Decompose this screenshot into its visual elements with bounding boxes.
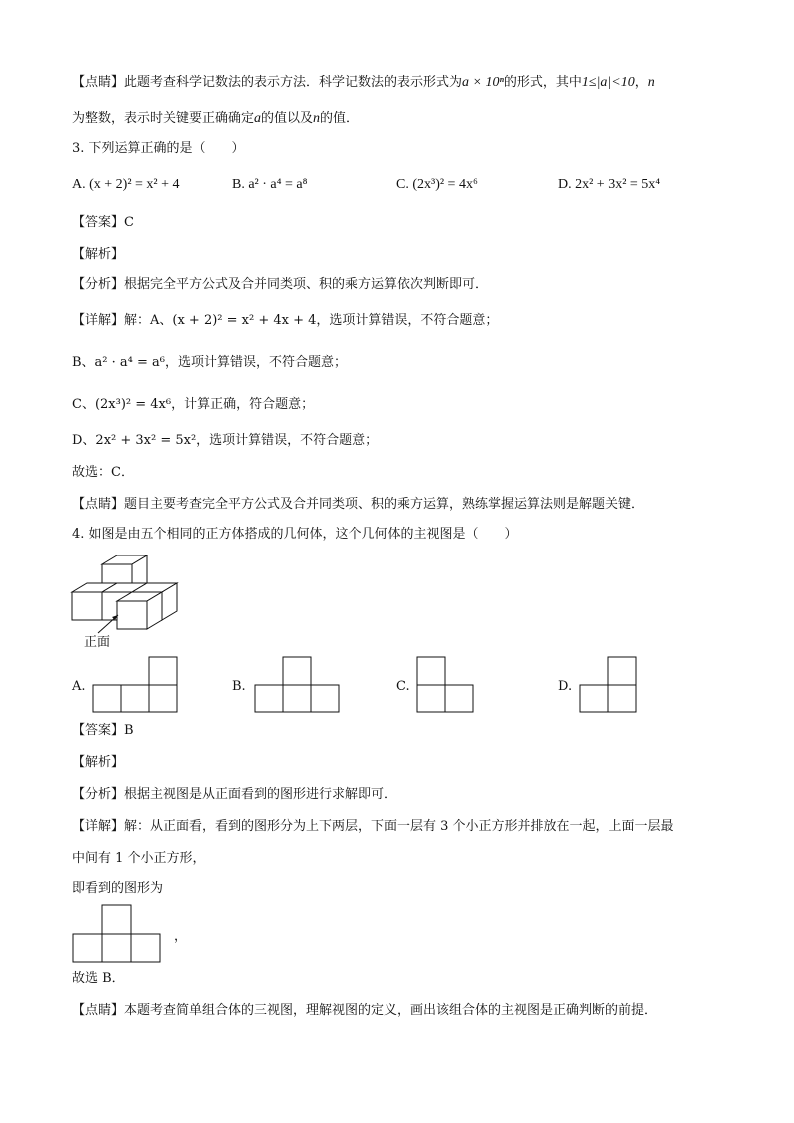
q4-seen: 即看到的图形为 [72, 881, 164, 896]
q3-option-a: A. (x + 2)² = x² + 4 [72, 177, 180, 192]
q4-result-figure [72, 904, 164, 964]
q3-jiexi: 【解析】 [72, 247, 125, 262]
q4-xiangjie-2: 中间有 1 个小正方形， [72, 851, 206, 866]
remark1-line2-text: 为整数，表示时关键要正确确定 [72, 111, 255, 126]
q3-answer: 【答案】C [72, 215, 134, 230]
remark1-text2: 的形式，其中 [503, 75, 582, 90]
q3-choose: 故选：C． [72, 465, 134, 480]
remark1-line2 [72, 110, 359, 128]
front-label: 正面 [84, 635, 111, 650]
q4-option-c-label: C. [396, 679, 410, 694]
range-formula: 1≤|a|<10 [581, 75, 635, 90]
q4-xiangjie-1: 【详解】解：从正面看，看到的图形分为上下两层，下面一层有 3 个小正方形并排放在一起，上面一层最 [72, 819, 674, 834]
q3-line-c: C、(2x³)² = 4x⁶，计算正确，符合题意； [72, 397, 315, 412]
q4-option-d-label: D. [558, 679, 573, 694]
q3-stem: 3. 下列运算正确的是（ ） [72, 141, 245, 156]
q3-xiangjie: 【详解】解：A、(x + 2)² = x² + 4x + 4，选项计算错误，不符合题意； [72, 313, 499, 328]
n-var-2: n [313, 111, 321, 126]
q4-answer: 【答案】B [72, 723, 134, 738]
q4-option-b-label: B. [232, 679, 246, 694]
q3-line-b: B、a² · a⁴ = a⁶，选项计算错误，不符合题意； [72, 355, 347, 370]
remark1-line2-text3: 的值． [320, 111, 360, 126]
q4-option-b-figure [254, 656, 344, 714]
q4-stem: 4. 如图是由五个相同的正方体搭成的几何体，这个几何体的主视图是（ ） [72, 527, 518, 542]
q3-option-c: C. (2x³)² = 4x⁶ [396, 177, 478, 192]
q3-remark: 【点睛】题目主要考查完全平方公式及合并同类项、积的乘方运算，熟练掌握运算法则是解题关键． [72, 497, 645, 512]
q3-line-d: D、2x² + 3x² = 5x²，选项计算错误，不符合题意； [72, 433, 379, 448]
q3-fenxi: 【分析】根据完全平方公式及合并同类项、积的乘方运算依次判断即可． [72, 277, 489, 292]
q4-fenxi: 【分析】根据主视图是从正面看到的图形进行求解即可． [72, 787, 398, 802]
sci-formula: a × 10ⁿ [462, 75, 504, 90]
q4-option-d-figure [579, 656, 641, 714]
q4-option-c-figure [416, 656, 478, 714]
q4-option-a-figure [92, 656, 182, 714]
q3-option-d: D. 2x² + 3x² = 5x⁴ [558, 177, 661, 192]
q4-comma: ， [174, 929, 188, 944]
remark1-text: 【点睛】此题考查科学记数法的表示方法．科学记数法的表示形式为 [72, 75, 463, 90]
n-var: n [647, 75, 655, 90]
q4-choose: 故选 B． [72, 971, 125, 986]
q4-jiexi: 【解析】 [72, 755, 125, 770]
a-var: a [254, 111, 262, 126]
remark1-line1: 【点睛】此题考查科学记数法的表示方法．科学记数法的表示形式为a × 10ⁿ的形式，其中1≤|a|<10，n [72, 75, 655, 90]
q4-option-a-label: A. [72, 679, 86, 694]
remark1-line2-text2: 的值以及 [261, 111, 314, 126]
q3-option-b: B. a² · a⁴ = a⁸ [232, 177, 308, 192]
q4-remark: 【点睛】本题考查简单组合体的三视图，理解视图的定义，画出该组合体的主视图是正确判断的前提． [72, 1003, 658, 1018]
